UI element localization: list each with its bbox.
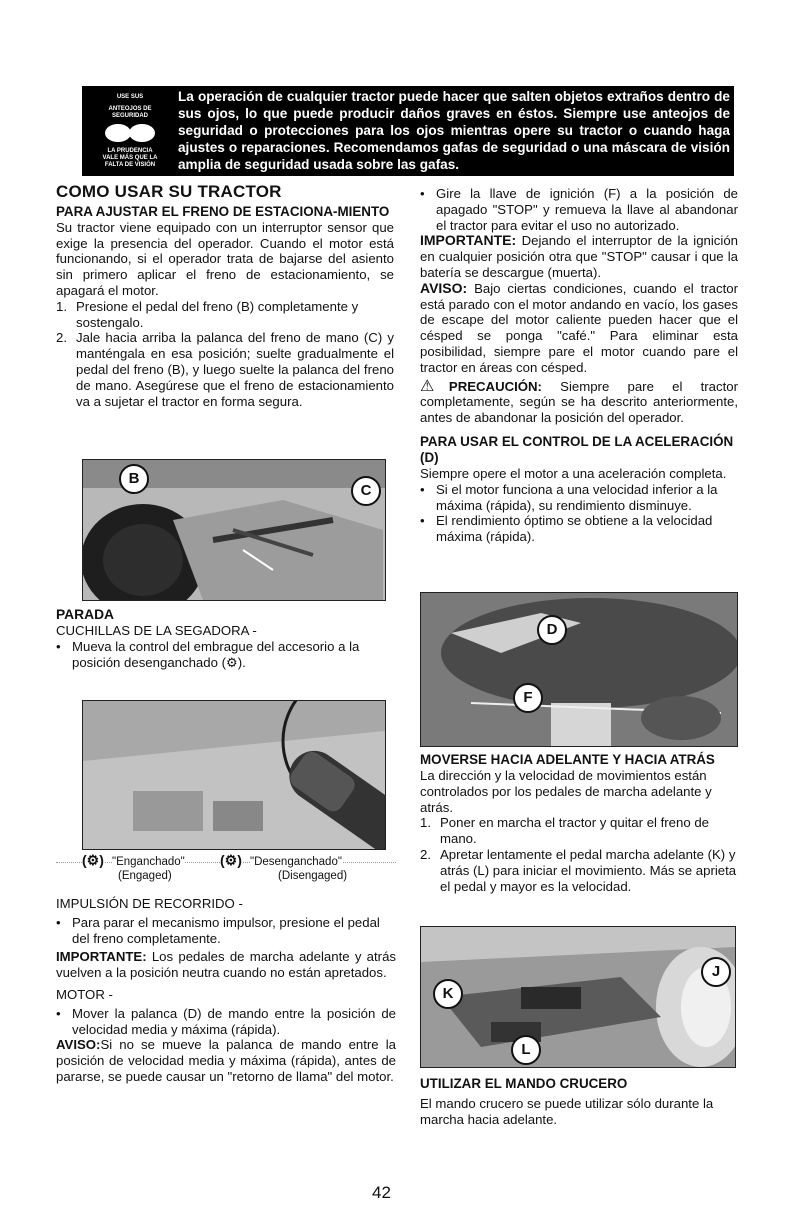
- engaged-symbol-icon: (⚙): [82, 852, 104, 868]
- right-notice: [420, 281, 738, 376]
- throttle-bullet-text: El rendimiento óptimo se obtiene a la velocidad máxima (rápida).: [436, 513, 713, 545]
- stop-heading: PARADA: [56, 607, 114, 622]
- caution-text: Siempre pare el tractor completamente, según se ha descrito anteriormente, antes de abandonar la posición del operador.: [420, 378, 738, 426]
- disengaged-label: "Desenganchado": [250, 856, 342, 868]
- park-brake-heading: PARA AJUSTAR EL FRENO DE ESTACIONA-MIENTO: [56, 203, 390, 219]
- caution-label: PRECAUCIÓN:: [448, 378, 542, 394]
- step-text: Jale hacia arriba la palanca del freno de mano (C) y manténgala en esa posición; suelte gradualmente el pedal del freno (B), y luego suelte la palanca del freno de mano. Asegúrese que el freno de estacionamiento va a sujetar el tractor en forma segura.: [76, 330, 394, 409]
- left-column-top: [56, 184, 394, 409]
- throttle-photo: [420, 592, 738, 747]
- callout-k: K: [433, 979, 463, 1009]
- engaged-label: "Enganchado": [112, 856, 185, 868]
- safety-warning-banner: [82, 86, 734, 176]
- warning-text: La operación de cualquier tractor puede hacer que salten objetos extraños dentro de sus ojos, lo que puede producir daños graves en éstos. Siempre use anteojos de seguridad o protecciones para los ojos mientras opere su tractor o cuando haga ajustes o reparaciones. Recomendamos gafas de seguridad o una máscara de visión amplia de seguridad usada sobre las gafas.: [178, 89, 730, 172]
- throttle-text: Siempre opere el motor a una aceleración completa.: [420, 465, 727, 481]
- step-number: 1.: [420, 815, 431, 831]
- notice-label: AVISO:: [420, 279, 468, 296]
- callout-d: D: [537, 615, 567, 645]
- disengaged-english: (Disengaged): [278, 870, 348, 882]
- step-text: Apretar lentamente el pedal marcha adelante (K) y atrás (L) para iniciar el movimiento. Más se aprieta el pedal y mayor es la velocidad.: [440, 846, 737, 894]
- list-item: [56, 299, 394, 331]
- callout-b: B: [119, 464, 149, 494]
- left-column-stop: [56, 607, 396, 670]
- notice-label: AVISO:: [56, 1037, 101, 1053]
- pedals-photo: [420, 926, 736, 1068]
- drive-bullet-text: Para parar el mecanismo impulsor, presione el pedal del freno completamente.: [72, 914, 380, 946]
- park-brake-text: Su tractor viene equipado con un interruptor sensor que exige la presencia del operador. Cuando el motor está funcionando, si el operador trata de bajarse del asiento sin primero aplicar el freno de estacionamiento, se apagará el motor.: [56, 219, 394, 298]
- disengaged-symbol-icon: (⚙): [220, 852, 242, 868]
- pto-switch-photo: [82, 700, 386, 850]
- icon-line: FALTA DE VISIÓN: [104, 162, 156, 168]
- warning-triangle-icon: ⚠: [420, 377, 449, 395]
- pedals-illustration: [421, 927, 735, 1067]
- callout-c: C: [351, 476, 381, 506]
- engine-notice: [56, 1037, 396, 1084]
- right-column-top: [420, 186, 738, 545]
- list-item: [420, 847, 738, 894]
- right-important: [420, 233, 738, 280]
- engaged-english: (Engaged): [118, 870, 172, 882]
- important-label: IMPORTANTE:: [420, 232, 517, 249]
- icon-line: ANTEOJOS DE: [108, 106, 152, 112]
- icon-line: VALE MÁS QUE LA: [102, 155, 158, 161]
- list-item: • Gire la llave de ignición (F) a la posición de apagado "STOP" y remueva la llave al abandonar el tractor para evitar el uso no autorizado.: [420, 186, 738, 233]
- step-number: 1.: [56, 298, 67, 314]
- list-item: [56, 330, 394, 409]
- right-column-cruise: [420, 1076, 738, 1128]
- important-label: IMPORTANTE:: [56, 949, 147, 965]
- blades-bullet-text: Mueva la control del embrague del accesorio a la posición desenganchado (⚙).: [72, 638, 360, 670]
- callout-f: F: [513, 683, 543, 713]
- move-heading: MOVERSE HACIA ADELANTE Y HACIA ATRÁS: [420, 752, 715, 767]
- icon-line: USE SUS: [116, 94, 144, 100]
- step-number: 2.: [420, 846, 431, 862]
- page-number: 42: [372, 1183, 391, 1202]
- pto-illustration: [83, 701, 385, 849]
- list-item: • El rendimiento óptimo se obtiene a la velocidad máxima (rápida).: [420, 513, 713, 545]
- right-column-move: [420, 752, 738, 894]
- notice-text: Bajo ciertas condiciones, cuando el tractor está parado con el motor andando en vacío, los gases de escape del motor caliente pueden hacer que el césped se ponga "café." Para eliminar esta posibilidad, siempre pare el motor cuando pare el tractor en áreas con césped.: [420, 280, 738, 375]
- throttle-bullet-text: Si el motor funciona a una velocidad inferior a la máxima (rápida), su rendimiento disminuye.: [436, 481, 718, 513]
- section-title: COMO USAR SU TRACTOR: [56, 182, 282, 201]
- list-item: [420, 815, 738, 847]
- caution: [420, 379, 738, 426]
- list-item: • Si el motor funciona a una velocidad inferior a la máxima (rápida), su rendimiento disminuye.: [420, 481, 718, 513]
- callout-l: L: [511, 1035, 541, 1065]
- step-text: Poner en marcha el tractor y quitar el freno de mano.: [440, 815, 710, 847]
- throttle-heading: PARA USAR EL CONTROL DE LA ACELERACIÓN (D): [420, 433, 734, 465]
- engine-bullet-text: Mover la palanca (D) de mando entre la posición de velocidad media y máxima (rápida).: [72, 1005, 396, 1037]
- list-item: • Para parar el mecanismo impulsor, presione el pedal del freno completamente.: [56, 914, 380, 946]
- key-bullet-text: Gire la llave de ignición (F) a la posición de apagado "STOP" y remueva la llave al abandonar el tractor para evitar el uso no autorizado.: [436, 186, 738, 233]
- notice-text: Si no se mueve la palanca de mando entre la posición de velocidad media y máxima (rápida), antes de pararse, se puede causar un "retorno de llama" del motor.: [56, 1037, 396, 1084]
- step-number: 2.: [56, 330, 67, 346]
- blades-heading: CUCHILLAS DE LA SEGADORA -: [56, 623, 257, 638]
- icon-line: SEGURIDAD: [111, 113, 148, 119]
- list-item: • Mover la palanca (D) de mando entre la posición de velocidad media y máxima (rápida).: [56, 1005, 396, 1037]
- callout-j: J: [701, 957, 731, 987]
- drive-heading: IMPULSIÓN DE RECORRIDO -: [56, 896, 243, 911]
- step-text: Presione el pedal del freno (B) completamente y sostengalo.: [76, 298, 359, 330]
- important-text: Los pedales de marcha adelante y atrás vuelven a la posición neutra cuando no están apretados.: [56, 949, 396, 981]
- important-text: Dejando el interruptor de la ignición en cualquier posición otra que "STOP" causar i que la batería se descargue (muerta).: [420, 233, 738, 280]
- cruise-heading: UTILIZAR EL MANDO CRUCERO: [420, 1076, 628, 1091]
- icon-line: LA PRUDENCIA: [107, 148, 153, 154]
- safety-glasses-icon: [88, 92, 172, 170]
- move-text: La dirección y la velocidad de movimientos están controlados por los pedales de marcha adelante y atrás.: [420, 768, 712, 815]
- list-item: • Mueva la control del embrague del accesorio a la posición desenganchado (⚙).: [56, 638, 360, 670]
- goggles-icon: [102, 122, 158, 144]
- throttle-illustration: [421, 593, 737, 746]
- left-column-bottom: [56, 896, 396, 1085]
- engine-heading: MOTOR -: [56, 986, 113, 1002]
- brake-photo: [82, 459, 386, 601]
- drive-important: [56, 949, 396, 981]
- cruise-text: El mando crucero se puede utilizar sólo durante la marcha hacia adelante.: [420, 1096, 714, 1127]
